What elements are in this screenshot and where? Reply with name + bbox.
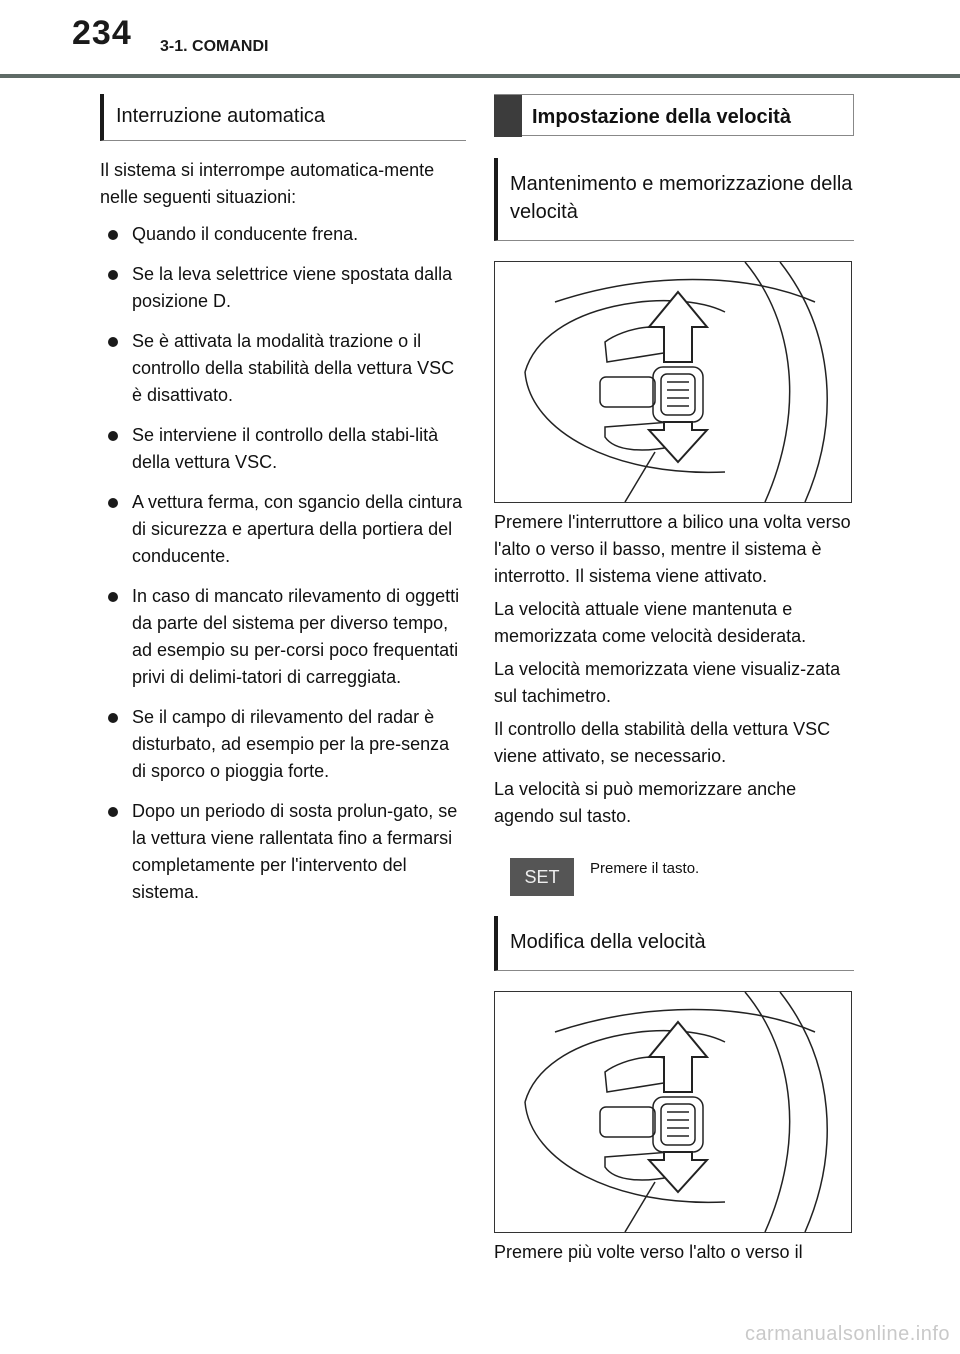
- steering-switch-illustration: [494, 261, 852, 503]
- steering-switch-icon: [495, 262, 851, 502]
- list-item: Se è attivata la modalità trazione o il controllo della stabilità della vettura VSC è disattivato.: [100, 328, 466, 409]
- subheading-maintain-speed: Mantenimento e memorizzazione della velocità: [494, 158, 854, 241]
- intro-text: Il sistema si interrompe automatica-mente nelle seguenti situazioni:: [100, 160, 435, 207]
- header-rule: [0, 74, 960, 78]
- section-title: 3-1. COMANDI: [160, 38, 269, 55]
- paragraph: Premere più volte verso l'alto o verso il: [494, 1242, 803, 1262]
- paragraph: La velocità si può memorizzare anche agendo sul tasto.: [494, 779, 797, 826]
- list-item: Se interviene il controllo della stabi-lità della vettura VSC.: [100, 422, 466, 476]
- left-column: [100, 94, 466, 919]
- list-item: Se il campo di rilevamento del radar è disturbato, ad esempio per la pre-senza di sporco o pioggia forte.: [100, 704, 466, 785]
- bullet-list: [100, 221, 466, 906]
- subheading-change-speed: Modifica della velocità: [494, 916, 854, 971]
- bullet-icon: [108, 270, 118, 280]
- bullet-icon: [108, 230, 118, 240]
- watermark: carmanualsonline.info: [744, 1323, 950, 1345]
- set-key-row: [494, 852, 854, 894]
- set-key-caption: Premere il tasto.: [590, 860, 700, 877]
- paragraph: La velocità attuale viene mantenuta e memorizzata come velocità desiderata.: [494, 599, 807, 646]
- heading-automatic-interruption: Interruzione automatica: [100, 94, 466, 141]
- heading-speed-setting: Impostazione della velocità: [494, 94, 854, 136]
- bullet-icon: [108, 713, 118, 723]
- steering-switch-icon: [495, 992, 851, 1232]
- steering-switch-illustration: [494, 991, 852, 1233]
- right-column: [494, 94, 854, 1266]
- list-item: Quando il conducente frena.: [100, 221, 466, 248]
- paragraph: Il controllo della stabilità della vettura VSC viene attivato, se necessario.: [494, 719, 831, 766]
- bullet-icon: [108, 498, 118, 508]
- bullet-icon: [108, 431, 118, 441]
- heading-bar: [494, 95, 522, 137]
- paragraph: Premere l'interruttore a bilico una volta verso l'alto o verso il basso, mentre il sistema è interrotto. Il sistema viene attivato.: [494, 512, 851, 586]
- bullet-icon: [108, 592, 118, 602]
- list-item: In caso di mancato rilevamento di oggetti da parte del sistema per diverso tempo, ad esempio su per-corsi poco frequentati privi di delimi-tatori di carreggiata.: [100, 583, 466, 691]
- list-item: A vettura ferma, con sgancio della cintura di sicurezza e apertura della portiera del conducente.: [100, 489, 466, 570]
- set-key-icon: SET: [510, 858, 574, 896]
- bullet-icon: [108, 807, 118, 817]
- page-number: 234: [72, 14, 132, 52]
- list-item: Dopo un periodo di sosta prolun-gato, se la vettura viene rallentata fino a fermarsi completamente per l'intervento del sistema.: [100, 798, 466, 906]
- page-header: [0, 0, 960, 80]
- paragraph: La velocità memorizzata viene visualiz-zata sul tachimetro.: [494, 659, 841, 706]
- list-item: Se la leva selettrice viene spostata dalla posizione D.: [100, 261, 466, 315]
- bullet-icon: [108, 337, 118, 347]
